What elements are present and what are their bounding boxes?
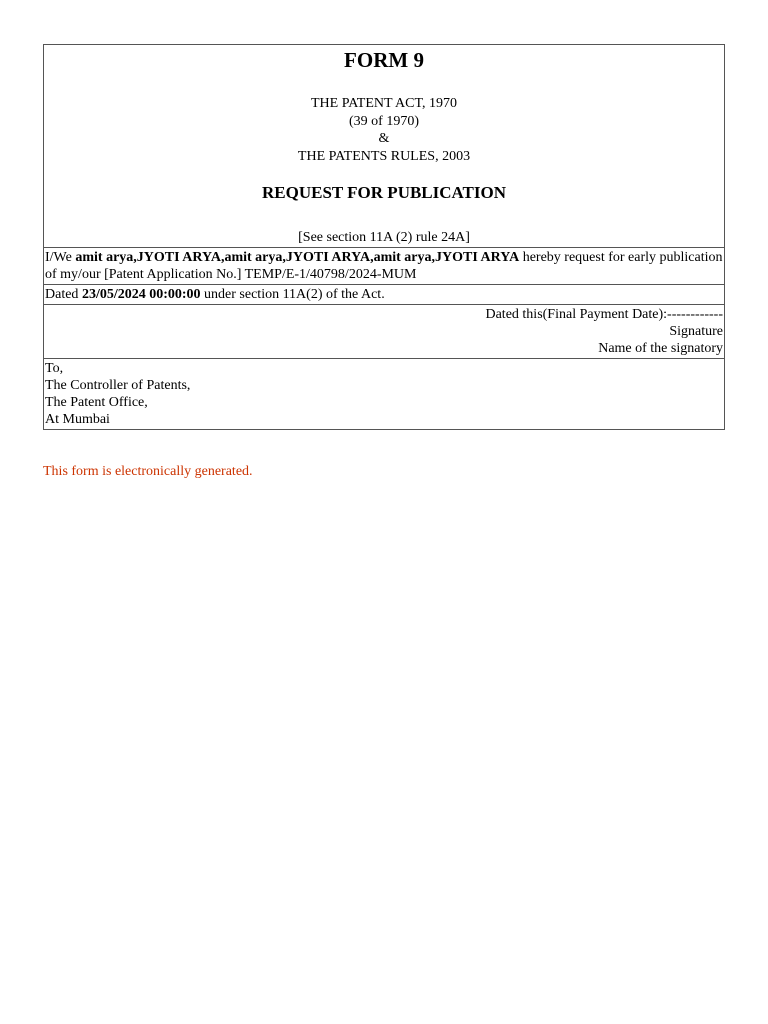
applicant-suffix: hereby request for early publication of my/our [Patent Application No.] TEMP/E-1/40798/2024-MUM	[45, 250, 723, 282]
act-line-4: THE PATENTS RULES, 2003	[297, 148, 471, 164]
final-payment-date: Dated this(Final Payment Date):------------	[485, 307, 723, 322]
dated-value: 23/05/2024 00:00:00	[81, 287, 201, 302]
section-reference: [See section 11A (2) rule 24A]	[298, 230, 470, 245]
form-header	[44, 48, 724, 247]
addressee-line-2: The Patent Office,	[45, 395, 148, 410]
form-title: FORM 9	[344, 48, 424, 72]
applicant-names: amit arya,JYOTI ARYA,amit arya,JYOTI ARYA,amit arya,JYOTI ARYA	[75, 250, 520, 265]
addressee-line-1: The Controller of Patents,	[45, 378, 191, 393]
applicant-row	[44, 247, 724, 284]
signature-label: Signature	[669, 324, 723, 339]
applicant-prefix: I/We	[45, 250, 72, 265]
act-line-3: &	[378, 131, 390, 146]
form-9-table	[43, 44, 725, 430]
addressee-line-3: At Mumbai	[45, 412, 110, 427]
electronic-generation-note: This form is electronically generated.	[43, 464, 253, 479]
addressee-row	[44, 358, 724, 429]
act-line-2: (39 of 1970)	[349, 113, 419, 129]
act-line-1: THE PATENT ACT, 1970	[311, 96, 457, 111]
dated-suffix: under section 11A(2) of the Act.	[204, 287, 385, 302]
dated-row	[44, 284, 724, 304]
request-title: REQUEST FOR PUBLICATION	[261, 183, 507, 202]
signature-row	[44, 304, 724, 358]
dated-prefix: Dated	[45, 287, 79, 302]
signatory-name-label: Name of the signatory	[598, 341, 723, 356]
act-block	[44, 95, 724, 165]
addressee-to: To,	[45, 361, 64, 376]
